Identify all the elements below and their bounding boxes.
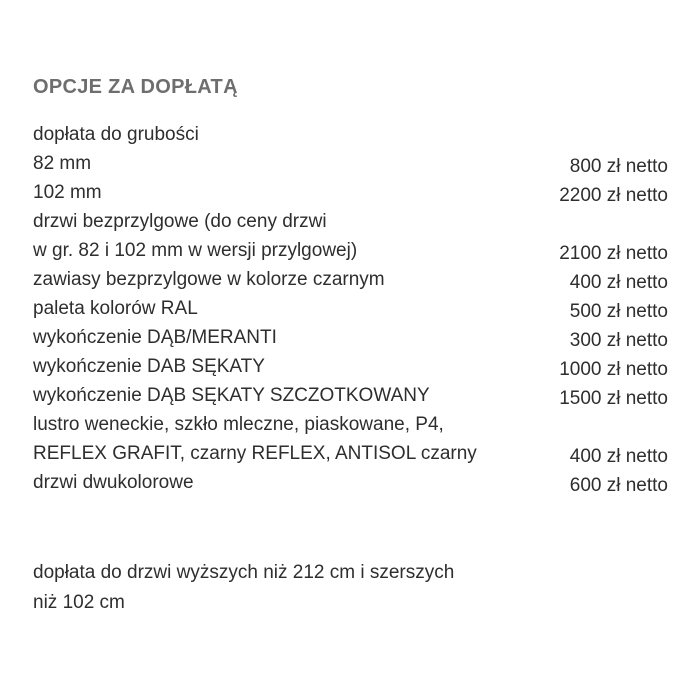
item-label-line: drzwi dwukolorowe [33,472,194,493]
item-label [33,265,385,294]
item-label-line: REFLEX GRAFIT, czarny REFLEX, ANTISOL czarny [33,443,477,464]
table-row [33,265,668,294]
item-label [33,323,277,352]
price-value: 800 zł netto [569,156,668,177]
price-value: 500 zł netto [569,301,668,322]
price-table [33,120,668,497]
item-label [33,120,199,149]
item-label [33,207,357,265]
price-value: 1000 zł netto [559,359,668,380]
item-label [33,294,198,323]
table-row [33,323,668,352]
item-label-line: lustro weneckie, szkło mleczne, piaskowane, P4, [33,414,444,435]
item-label [33,149,91,178]
item-label [33,352,265,381]
item-label-line: w gr. 82 i 102 mm w wersji przylgowej) [33,240,358,261]
table-row [33,381,668,410]
item-label-line: wykończenie DĄB SĘKATY SZCZOTKOWANY [33,385,430,406]
price-value: 2200 zł netto [559,185,668,206]
footer-note [33,558,668,618]
price-value: 600 zł netto [569,475,668,496]
table-row [33,207,668,265]
item-label [33,410,477,468]
table-row [33,149,668,178]
price-value: 300 zł netto [569,330,668,351]
table-row [33,178,668,207]
price-value: 400 zł netto [569,446,668,467]
item-label-line: wykończenie DAB SĘKATY [33,356,265,377]
price-value: 400 zł netto [569,272,668,293]
table-row [33,352,668,381]
item-label [33,381,430,410]
item-label-line: paleta kolorów RAL [33,298,198,319]
table-row [33,468,668,497]
item-label-line: wykończenie DĄB/MERANTI [33,327,277,348]
item-label-line: drzwi bezprzylgowe (do ceny drzwi [33,211,327,232]
item-label [33,468,194,497]
footer-note-line: niż 102 cm [33,592,125,613]
table-row [33,410,668,468]
item-label [33,178,102,207]
page-title: OPCJE ZA DOPŁATĄ [33,76,238,98]
price-value: 2100 zł netto [559,243,668,264]
item-label-line: zawiasy bezprzylgowe w kolorze czarnym [33,269,385,290]
footer-note-line: dopłata do drzwi wyższych niż 212 cm i szerszych [33,562,455,583]
table-row [33,294,668,323]
price-value: 1500 zł netto [559,388,668,409]
table-row [33,120,668,149]
item-label-line: 102 mm [33,182,102,203]
item-label-line: dopłata do grubości [33,124,199,145]
item-label-line: 82 mm [33,153,92,174]
